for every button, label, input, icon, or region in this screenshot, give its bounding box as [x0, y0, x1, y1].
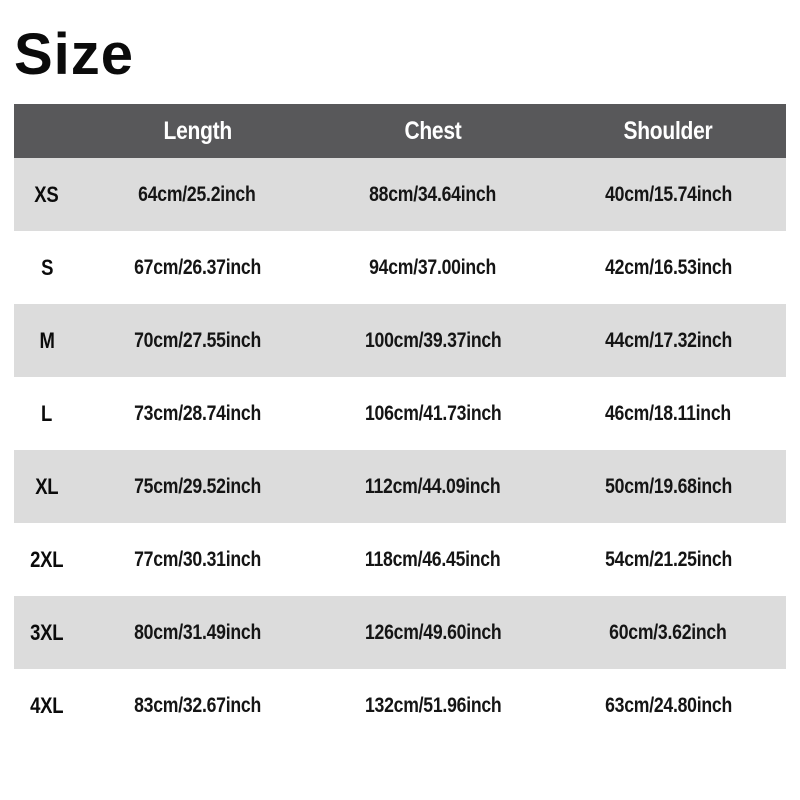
table-header-row: [14, 104, 786, 158]
table-row-4xl: [14, 669, 786, 742]
shoulder-value-text: 42cm/16.53inch: [604, 255, 732, 279]
shoulder-cell: [551, 523, 786, 596]
chest-cell: [315, 523, 550, 596]
size-label-text: XS: [34, 181, 59, 207]
header-cell-chest: [315, 104, 550, 158]
shoulder-value-text: 46cm/18.11inch: [605, 401, 732, 425]
chest-cell: [315, 669, 550, 742]
shoulder-cell: [551, 304, 786, 377]
row-label: [14, 304, 80, 377]
shoulder-cell: [551, 669, 786, 742]
chest-value-text: 118cm/46.45inch: [365, 547, 501, 571]
shoulder-value-text: 63cm/24.80inch: [604, 693, 732, 717]
table-row-l: [14, 377, 786, 450]
chest-cell: [315, 596, 550, 669]
length-cell: [80, 523, 315, 596]
size-label-text: M: [39, 327, 55, 353]
shoulder-cell: [551, 450, 786, 523]
header-chest-label: Chest: [404, 116, 462, 145]
table-row-m: [14, 304, 786, 377]
shoulder-cell: [551, 596, 786, 669]
size-label-text: 3XL: [30, 619, 64, 645]
length-value-text: 70cm/27.55inch: [133, 328, 261, 352]
row-label: [14, 377, 80, 450]
shoulder-value-text: 50cm/19.68inch: [604, 474, 732, 498]
header-cell-shoulder: [551, 104, 786, 158]
length-cell: [80, 231, 315, 304]
chest-value-text: 94cm/37.00inch: [369, 255, 497, 279]
length-cell: [80, 669, 315, 742]
row-label: [14, 669, 80, 742]
header-cell-size-blank: [14, 104, 80, 158]
table-row-s: [14, 231, 786, 304]
page-title: Size: [14, 22, 135, 87]
header-length-label: Length: [163, 116, 232, 145]
chest-value-text: 106cm/41.73inch: [364, 401, 502, 425]
size-label-text: S: [40, 254, 53, 280]
row-label: [14, 523, 80, 596]
chest-value-text: 132cm/51.96inch: [364, 693, 502, 717]
length-value-text: 75cm/29.52inch: [133, 474, 261, 498]
chest-cell: [315, 377, 550, 450]
shoulder-cell: [551, 231, 786, 304]
size-table: [14, 104, 786, 742]
length-cell: [80, 450, 315, 523]
length-value-text: 77cm/30.31inch: [133, 547, 261, 571]
shoulder-value-text: 60cm/3.62inch: [609, 620, 727, 644]
length-value-text: 80cm/31.49inch: [133, 620, 261, 644]
shoulder-value-text: 44cm/17.32inch: [604, 328, 732, 352]
shoulder-value-text: 54cm/21.25inch: [604, 547, 732, 571]
chest-cell: [315, 231, 550, 304]
length-cell: [80, 377, 315, 450]
row-label: [14, 231, 80, 304]
chest-cell: [315, 304, 550, 377]
size-label-text: XL: [35, 473, 59, 499]
length-value-text: 67cm/26.37inch: [133, 255, 261, 279]
length-value-text: 83cm/32.67inch: [133, 693, 261, 717]
length-cell: [80, 158, 315, 231]
size-label-text: L: [41, 400, 53, 426]
size-label-text: 4XL: [30, 692, 64, 718]
row-label: [14, 450, 80, 523]
length-value-text: 73cm/28.74inch: [133, 401, 261, 425]
chest-value-text: 126cm/49.60inch: [364, 620, 502, 644]
length-value-text: 64cm/25.2inch: [138, 182, 256, 206]
header-cell-length: [80, 104, 315, 158]
table-row-xs: [14, 158, 786, 231]
shoulder-value-text: 40cm/15.74inch: [604, 182, 732, 206]
table-row-2xl: [14, 523, 786, 596]
length-cell: [80, 596, 315, 669]
chest-cell: [315, 158, 550, 231]
chest-cell: [315, 450, 550, 523]
shoulder-cell: [551, 158, 786, 231]
row-label: [14, 158, 80, 231]
length-cell: [80, 304, 315, 377]
table-row-xl: [14, 450, 786, 523]
header-shoulder-label: Shoulder: [623, 116, 713, 145]
chest-value-text: 100cm/39.37inch: [364, 328, 502, 352]
table-row-3xl: [14, 596, 786, 669]
shoulder-cell: [551, 377, 786, 450]
chest-value-text: 112cm/44.09inch: [365, 474, 501, 498]
size-label-text: 2XL: [30, 546, 64, 572]
row-label: [14, 596, 80, 669]
chest-value-text: 88cm/34.64inch: [369, 182, 497, 206]
